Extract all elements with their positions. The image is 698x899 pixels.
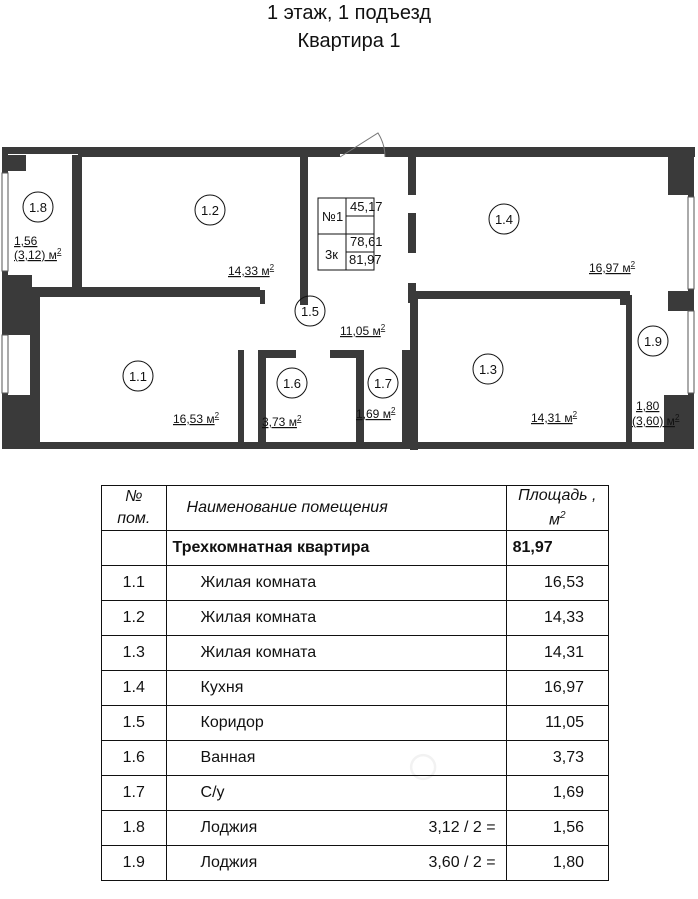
table-row xyxy=(102,846,609,881)
row-name: Жилая комната xyxy=(200,574,317,592)
row-num: 1.7 xyxy=(102,776,167,811)
row-area: 3,73 xyxy=(506,741,608,776)
apartment-info-box xyxy=(318,198,383,270)
row-area: 11,05 xyxy=(506,706,608,741)
svg-text:14,33 м2 xyxy=(228,263,275,278)
row-num: 1.8 xyxy=(102,811,167,846)
table-row xyxy=(102,566,609,601)
row-num: 1.4 xyxy=(102,671,167,706)
total-area: 81,97 xyxy=(506,531,608,566)
row-calc xyxy=(496,574,500,592)
row-calc xyxy=(496,679,500,697)
room-1-9-area-full: (3,60) м xyxy=(632,414,675,428)
header-area-sup: 2 xyxy=(560,510,566,521)
row-area: 1,69 xyxy=(506,776,608,811)
room-1-8-area-full: (3,12) м xyxy=(14,248,57,262)
room-1-2-sup: 2 xyxy=(269,263,275,272)
row-num: 1.9 xyxy=(102,846,167,881)
row-area: 1,80 xyxy=(506,846,608,881)
table-header-row xyxy=(102,486,609,531)
row-name: Жилая комната xyxy=(200,609,317,627)
row-num: 1.2 xyxy=(102,601,167,636)
header-num-line2: пом. xyxy=(117,510,151,528)
info-number: №1 xyxy=(322,209,344,224)
row-area: 16,53 xyxy=(506,566,608,601)
windows xyxy=(2,173,694,393)
room-1-4-area: 16,97 м xyxy=(589,261,631,275)
header-name: Наименование помещения xyxy=(166,486,506,531)
svg-text:16,97 м2 xyxy=(589,260,636,275)
room-1-9-id: 1.9 xyxy=(643,334,663,349)
info-living: 45,17 xyxy=(350,199,383,214)
row-name: Лоджия xyxy=(200,819,258,837)
row-num: 1.5 xyxy=(102,706,167,741)
room-1-6-id: 1.6 xyxy=(282,376,302,391)
row-calc xyxy=(496,644,500,662)
room-1-7-sup: 2 xyxy=(390,406,396,415)
room-1-8-sup: 2 xyxy=(56,247,62,256)
row-name: Жилая комната xyxy=(200,644,317,662)
room-1-5-area: 11,05 м xyxy=(340,324,381,338)
room-1-6-area: 3,73 м xyxy=(262,415,297,429)
floor-plan xyxy=(0,95,698,455)
room-1-7-id: 1.7 xyxy=(373,376,393,391)
apartment-title: Квартира 1 xyxy=(297,30,401,52)
svg-text:1,69 м2 xyxy=(356,406,396,421)
row-name: Лоджия xyxy=(200,854,258,872)
room-1-7-area: 1,69 м xyxy=(356,407,391,421)
svg-text:14,31 м2 xyxy=(531,410,578,425)
header-num-line1: № xyxy=(125,488,143,506)
svg-text:11,05 м2 xyxy=(340,323,386,338)
row-name: Коридор xyxy=(200,714,264,732)
table-row xyxy=(102,776,609,811)
row-name: Кухня xyxy=(200,679,244,697)
info-rooms: 3к xyxy=(325,247,338,262)
room-1-3-area: 14,31 м xyxy=(531,411,573,425)
room-1-2-id: 1.2 xyxy=(200,203,220,218)
room-1-4-id: 1.4 xyxy=(494,212,514,227)
svg-text:3,73 м2 xyxy=(262,414,302,429)
svg-text:(3,12) м2 xyxy=(14,247,62,262)
info-total-loggias: 81,97 xyxy=(349,252,382,267)
table-row xyxy=(102,811,609,846)
table-row xyxy=(102,601,609,636)
row-name: Ванная xyxy=(200,749,256,767)
row-name: С/у xyxy=(200,784,225,802)
row-calc xyxy=(496,609,500,627)
room-1-1-id: 1.1 xyxy=(128,369,148,384)
row-calc: 3,60 / 2 = xyxy=(428,854,496,872)
svg-text:1,56 xyxy=(14,234,38,248)
row-num: 1.1 xyxy=(102,566,167,601)
row-calc xyxy=(496,749,500,767)
rooms-table xyxy=(101,485,609,881)
header-area-line2: м xyxy=(549,511,561,529)
svg-text:(3,60) м2 xyxy=(632,413,680,428)
room-1-1-sup: 2 xyxy=(214,411,220,420)
row-calc: 3,12 / 2 = xyxy=(428,819,496,837)
svg-text:16,53 м2 xyxy=(173,411,220,426)
room-1-8-area: 1,56 xyxy=(14,234,38,248)
row-area: 1,56 xyxy=(506,811,608,846)
header-area-line1: Площадь , xyxy=(518,487,597,504)
walls xyxy=(2,147,695,450)
room-1-8-id: 1.8 xyxy=(28,200,48,215)
info-total: 78,61 xyxy=(350,234,383,249)
table-row xyxy=(102,741,609,776)
room-1-5-sup: 2 xyxy=(380,323,386,332)
room-1-9-sup: 2 xyxy=(674,413,680,422)
svg-text:1,80 xyxy=(636,399,660,413)
row-area: 14,33 xyxy=(506,601,608,636)
table-row xyxy=(102,706,609,741)
table-row xyxy=(102,671,609,706)
room-1-3-sup: 2 xyxy=(572,410,578,419)
row-num: 1.3 xyxy=(102,636,167,671)
room-1-6-sup: 2 xyxy=(296,414,302,423)
row-area: 16,97 xyxy=(506,671,608,706)
room-1-3-id: 1.3 xyxy=(478,362,498,377)
total-name: Трехкомнатная квартира xyxy=(166,531,506,566)
floor-entrance-title: 1 этаж, 1 подъезд xyxy=(266,2,431,24)
room-1-9-area: 1,80 xyxy=(636,399,660,413)
row-num: 1.6 xyxy=(102,741,167,776)
row-area: 14,31 xyxy=(506,636,608,671)
room-1-1-area: 16,53 м xyxy=(173,412,215,426)
row-calc xyxy=(496,714,500,732)
room-1-5-id: 1.5 xyxy=(300,304,320,319)
table-total-row xyxy=(102,531,609,566)
table-row xyxy=(102,636,609,671)
row-calc xyxy=(496,784,500,802)
room-1-2-area: 14,33 м xyxy=(228,264,270,278)
room-1-4-sup: 2 xyxy=(630,260,636,269)
watermark: ○ xyxy=(405,731,442,798)
